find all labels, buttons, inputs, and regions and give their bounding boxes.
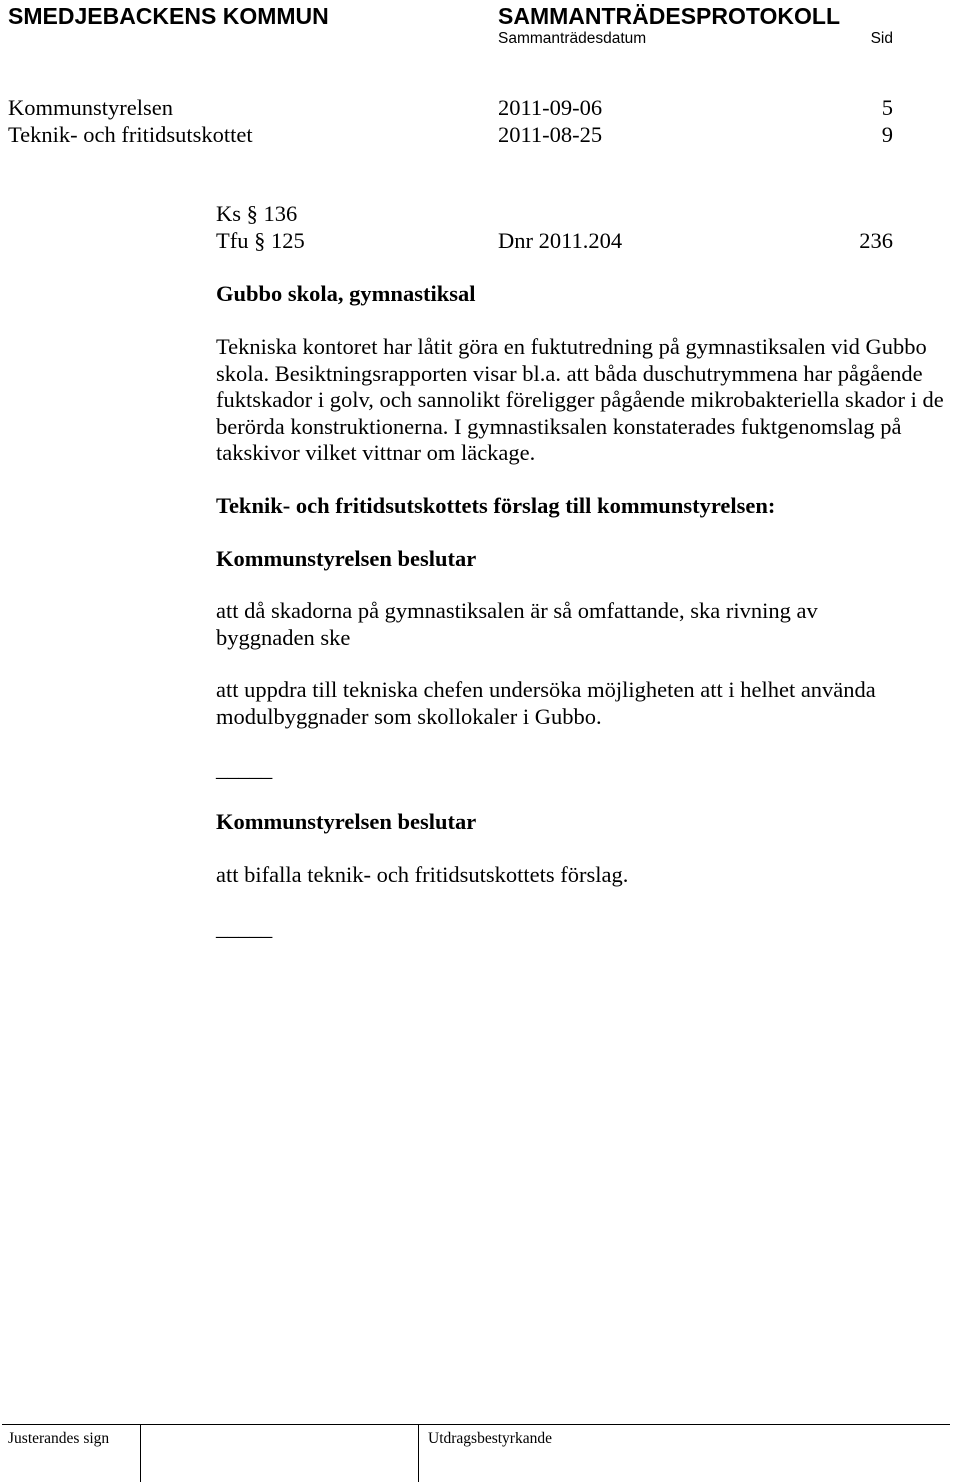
text-line: takskivor vilket vittnar om läckage. [216,440,536,465]
text-line: Tekniska kontoret har låtit göra en fuktutredning på gymnastiksalen vid Gubbo [216,334,927,359]
meeting-page: 9 [881,122,893,147]
meeting-page: 5 [881,95,893,120]
footer-divider [140,1425,141,1482]
diary-number: Dnr 2011.204 [498,228,623,253]
diary-code: 236 [859,228,893,253]
item-title: Gubbo skola, gymnastiksal [216,281,476,306]
text-line: berörda konstruktionerna. I gymnastiksalen konstaterades fuktgenomslag på [216,413,902,439]
proposal-clause [216,598,818,651]
section-separator: _____ [216,756,273,781]
text-line: fuktskador i golv, och sannolikt föreligger pågående mikrobakteriella skador i de [216,387,944,412]
signature-footer [2,1424,950,1482]
text-line: skola. Besiktningsrapporten visar bl.a. att båda duschutrymmena har pågående [216,360,923,386]
extract-certification-label: Utdragsbestyrkande [428,1430,552,1447]
text-line: att då skadorna på gymnastiksalen är så omfattande, ska rivning av [216,598,818,623]
document-type: SAMMANTRÄDESPROTOKOLL [498,3,841,29]
tfu-paragraph-ref: Tfu § 125 [216,228,305,253]
decision-heading: Kommunstyrelsen beslutar [216,809,477,834]
background-paragraph [216,334,944,467]
meeting-body: Kommunstyrelsen [8,95,173,120]
text-line: byggnaden ske [216,624,351,650]
meeting-body: Teknik- och fritidsutskottet [8,122,253,147]
proposal-clause [216,677,876,730]
meeting-date: 2011-09-06 [498,95,603,120]
page-number-label: Sid [870,30,893,47]
adjuster-signature-label: Justerandes sign [8,1430,110,1447]
section-separator: _____ [216,915,273,940]
meeting-date-label: Sammanträdesdatum [498,30,647,47]
proposal-decision-heading: Kommunstyrelsen beslutar [216,546,477,571]
text-line: att uppdra till tekniska chefen undersöka möjligheten att i helhet använda [216,677,876,702]
municipality-name: SMEDJEBACKENS KOMMUN [8,3,329,29]
text-line: modulbyggnader som skollokaler i Gubbo. [216,703,602,729]
proposal-heading: Teknik- och fritidsutskottets förslag till kommunstyrelsen: [216,493,776,518]
meeting-date: 2011-08-25 [498,122,603,147]
ks-paragraph-ref: Ks § 136 [216,201,298,226]
decision-clause: att bifalla teknik- och fritidsutskottets förslag. [216,862,629,887]
footer-divider [418,1425,419,1482]
